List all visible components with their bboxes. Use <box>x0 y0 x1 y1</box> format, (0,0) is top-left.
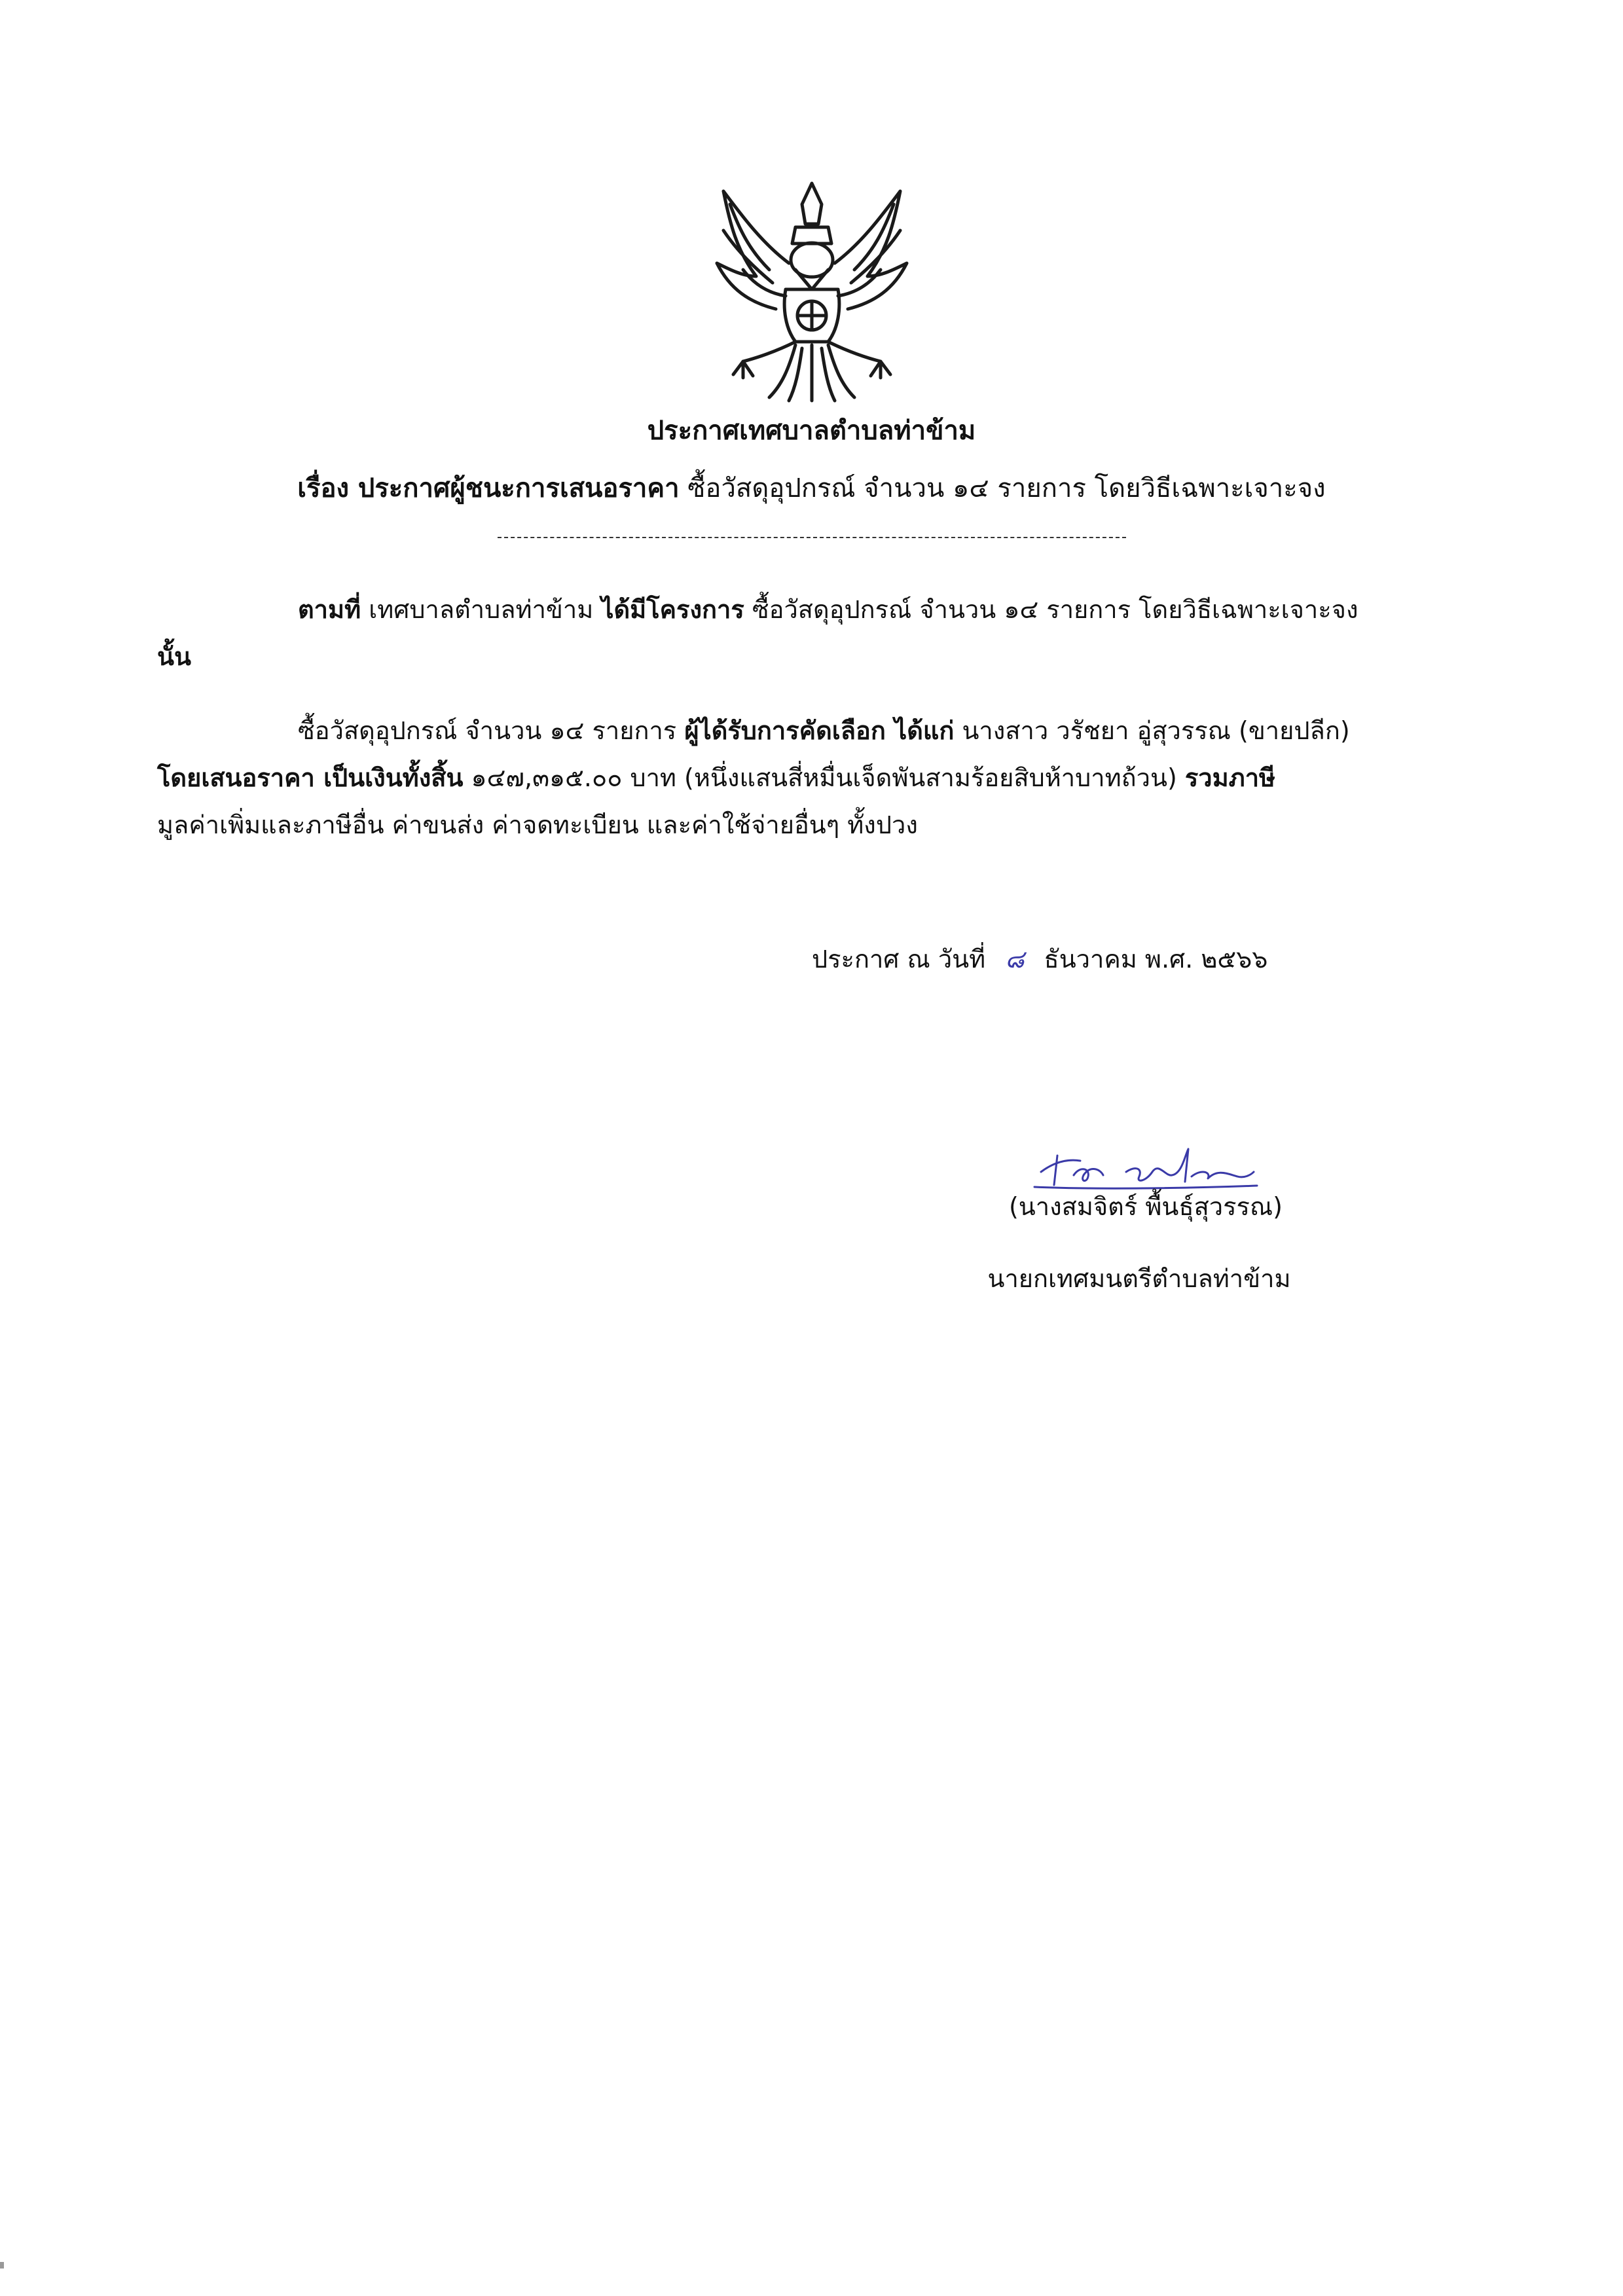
p2-c: นางสาว วรัชยา อู่สุวรรณ (ขายปลีก) <box>954 716 1350 745</box>
p1-c: ซื้อวัสดุอุปกรณ์ จำนวน ๑๔ รายการ โดยวิธีเฉพาะเจาะจง <box>744 595 1359 624</box>
p1-d: นั้น <box>157 642 191 671</box>
signatory-name: (นางสมจิตร์ พื้นธุ์สุวรรณ) <box>1008 1192 1283 1221</box>
subject-label: เรื่อง ประกาศผู้ชนะการเสนอราคา <box>297 473 680 503</box>
paragraph-intro <box>157 586 1388 680</box>
paragraph-winner <box>157 707 1388 848</box>
date-month-year: ธันวาคม พ.ศ. ๒๕๖๖ <box>1044 945 1268 974</box>
p1-b: ได้มีโครงการ <box>601 595 744 624</box>
p2-d: โดยเสนอราคา เป็นเงินทั้งสิ้น <box>157 763 464 792</box>
subject-text: ซื้อวัสดุอุปกรณ์ จำนวน ๑๔ รายการ โดยวิธีเฉพาะเจาะจง <box>687 473 1326 503</box>
p1-lead: ตามที่ <box>298 595 361 624</box>
announcement-subject <box>0 470 1623 507</box>
handwritten-signature <box>1028 1136 1264 1195</box>
p2-f: รวมภาษี <box>1184 763 1276 792</box>
dashed-separator <box>498 537 1126 538</box>
announcement-date <box>812 941 1267 977</box>
p2-g: มูลค่าเพิ่มและภาษีอื่น ค่าขนส่ง ค่าจดทะเบียน และค่าใช้จ่ายอื่นๆ ทั้งปวง <box>157 811 918 839</box>
date-prefix: ประกาศ ณ วันที่ <box>812 945 986 974</box>
announcement-title: ประกาศเทศบาลตำบลท่าข้าม <box>647 416 976 446</box>
garuda-emblem-icon <box>704 178 920 404</box>
date-day: ๘ <box>1005 945 1025 974</box>
signatory-position: นายกเทศมนตรีตำบลท่าข้าม <box>987 1264 1291 1293</box>
p2-a: ซื้อวัสดุอุปกรณ์ จำนวน ๑๔ รายการ <box>298 716 685 745</box>
p1-a: เทศบาลตำบลท่าข้าม <box>361 595 602 624</box>
p2-b: ผู้ได้รับการคัดเลือก ได้แก่ <box>684 716 955 745</box>
scan-margin-mark <box>0 2262 4 2269</box>
p2-e: ๑๔๗,๓๑๕.๐๐ บาท (หนึ่งแสนสี่หมื่นเจ็ดพันสามร้อยสิบห้าบาทถ้วน) <box>463 763 1185 792</box>
